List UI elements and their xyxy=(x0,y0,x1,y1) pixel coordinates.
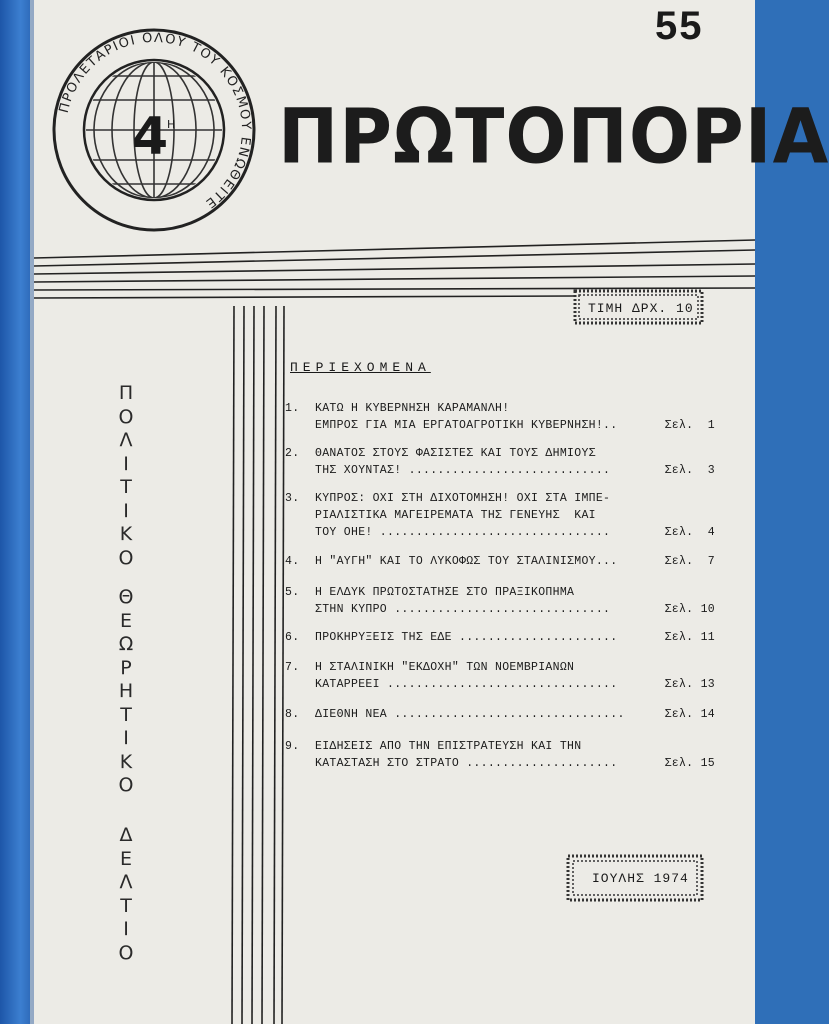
toc-entry-line: Η "ΑΥΓΗ" ΚΑΙ ΤΟ ΛΥΚΟΦΩΣ ΤΟΥ ΣΤΑΛΙΝΙΣΜΟΥ... xyxy=(315,555,618,568)
side-word-deltio xyxy=(106,824,146,965)
toc-entry-line: Η ΕΛΔΥΚ ΠΡΩΤΟΣΤΑΤΗΣΕ ΣΤΟ ΠΡΑΞΙΚΟΠΗΜΑ xyxy=(315,586,575,599)
toc-entry-number: 5. xyxy=(285,586,300,599)
toc-entry-number: 7. xyxy=(285,661,300,674)
toc-entry xyxy=(285,553,715,570)
side-letter: Κ xyxy=(119,750,133,773)
logo-ring-text: ΠΡΟΛΕΤΑΡΙΟΙ ΟΛΟΥ ΤΟΥ ΚΟΣΜΟΥ ΕΝΩΘΕΙΤΕ xyxy=(56,30,254,212)
toc-entry-line: ΘΑΝΑΤΟΣ ΣΤΟΥΣ ΦΑΣΙΣΤΕΣ ΚΑΙ ΤΟΥΣ ΔΗΜΙΟΥΣ xyxy=(315,447,596,460)
issue-number: 55 xyxy=(655,4,704,48)
toc-entry xyxy=(285,445,715,479)
toc-entry xyxy=(285,706,715,723)
toc-entry-number: 6. xyxy=(285,631,300,644)
toc-entry-line: ΣΤΗΝ ΚΥΠΡΟ .............................. xyxy=(315,603,611,616)
side-letter: Ε xyxy=(119,609,132,632)
toc-entry-number: 8. xyxy=(285,708,300,721)
side-letter: Ι xyxy=(123,499,129,522)
toc-entry-line: ΠΡΟΚΗΡΥΞΕΙΣ ΤΗΣ ΕΔΕ ...................... xyxy=(315,631,618,644)
toc-entry-line: ΔΙΕΘΝΗ ΝΕΑ ................................ xyxy=(315,708,625,721)
toc-entry-line: ΤΗΣ ΧΟΥΝΤΑΣ! ............................ xyxy=(315,464,611,477)
side-letter: Τ xyxy=(120,894,132,917)
toc-entry-page: Σελ. 11 xyxy=(664,631,715,644)
side-letter: Ρ xyxy=(120,656,132,679)
toc-entry-line: ΤΟΥ ΟΗΕ! ................................ xyxy=(315,526,611,539)
toc-entry-page: Σελ. 7 xyxy=(664,555,715,568)
price-label: ΤΙΜΗ ΔΡΧ. 10 xyxy=(588,301,694,316)
masthead-title: ΠΡΩΤΟΠΟΡΙΑ xyxy=(278,92,829,181)
side-letter: Η xyxy=(118,680,134,702)
toc-entry-page: Σελ. 3 xyxy=(664,464,715,477)
binder-spine xyxy=(0,0,34,1024)
toc-entry-page: Σελ. 10 xyxy=(664,603,715,616)
side-letter: Ο xyxy=(118,941,134,964)
toc-entry-number: 3. xyxy=(285,492,300,505)
toc-entry-page: Σελ. 1 xyxy=(664,419,715,432)
side-letter: Τ xyxy=(120,703,132,726)
side-word-theoritiko xyxy=(106,586,146,798)
toc-entry-line: ΕΜΠΡΟΣ ΓΙΑ ΜΙΑ ΕΡΓΑΤΟΑΓΡΟΤΙΚΗ ΚΥΒΕΡΝΗΣΗ!.. xyxy=(315,419,618,432)
side-word-politiko xyxy=(106,382,146,570)
side-letter: Ω xyxy=(118,633,134,655)
toc-entry-number: 1. xyxy=(285,402,300,415)
side-letter: Τ xyxy=(120,476,132,498)
toc-entry xyxy=(285,584,715,618)
toc-entry-line: ΚΥΠΡΟΣ: ΟΧΙ ΣΤΗ ΔΙΧΟΤΟΜΗΣΗ! ΟΧΙ ΣΤΑ ΙΜΠΕ- xyxy=(315,492,611,505)
side-letter: Ι xyxy=(123,452,129,475)
side-letter: Ε xyxy=(119,847,132,870)
toc-entry xyxy=(285,738,715,772)
toc-entry-page: Σελ. 14 xyxy=(664,708,715,721)
side-letter: Ι xyxy=(123,918,129,940)
vertical-rules xyxy=(224,306,294,1024)
toc-entry-line: ΡΙΑΛΙΣΤΙΚΑ ΜΑΓΕΙΡΕΜΑΤΑ ΤΗΣ ΓΕΝΕΥΗΣ ΚΑΙ xyxy=(315,509,596,522)
side-letter: Κ xyxy=(119,523,133,545)
toc-entry xyxy=(285,659,715,693)
toc-entry xyxy=(285,629,715,646)
toc-entry xyxy=(285,490,715,541)
side-letter: Λ xyxy=(119,429,133,451)
toc-entry-line: ΚΑΤΩ Η ΚΥΒΕΡΝΗΣΗ ΚΑΡΑΜΑΝΛΗ! xyxy=(315,402,510,415)
toc-entry-page: Σελ. 15 xyxy=(664,757,715,770)
toc-entry xyxy=(285,400,715,434)
issue-date: ΙΟΥΛΗΣ 1974 xyxy=(592,871,689,886)
side-letter: Π xyxy=(118,382,134,404)
toc-entry-number: 4. xyxy=(285,555,300,568)
side-letter: Λ xyxy=(119,871,133,893)
toc-entry-number: 2. xyxy=(285,447,300,460)
toc-entry-page: Σελ. 13 xyxy=(664,678,715,691)
side-letter: Θ xyxy=(118,586,134,608)
globe-logo xyxy=(52,28,256,232)
logo-number: 4 xyxy=(132,107,169,167)
toc-entry-number: 9. xyxy=(285,740,300,753)
side-letter: Ι xyxy=(123,727,129,749)
toc-entry-line: ΕΙΔΗΣΕΙΣ ΑΠΟ ΤΗΝ ΕΠΙΣΤΡΑΤΕΥΣΗ ΚΑΙ ΤΗΝ xyxy=(315,740,582,753)
logo-suffix: Η xyxy=(167,118,176,131)
toc-entry-line: ΚΑΤΑΡΡΕΕΙ ................................ xyxy=(315,678,618,691)
side-letter: Ο xyxy=(118,405,134,428)
toc-entry-line: Η ΣΤΑΛΙΝΙΚΗ "ΕΚΔΟΧΗ" ΤΩΝ ΝΟΕΜΒΡΙΑΝΩΝ xyxy=(315,661,575,674)
side-letter: Ο xyxy=(118,546,134,569)
toc-entry-line: ΚΑΤΑΣΤΑΣΗ ΣΤΟ ΣΤΡΑΤΟ ..................... xyxy=(315,757,618,770)
toc-heading: ΠΕΡΙΕΧΟΜΕΝΑ xyxy=(290,360,431,375)
toc-entry-page: Σελ. 4 xyxy=(664,526,715,539)
side-letter: Ο xyxy=(118,774,134,796)
side-letter: Δ xyxy=(119,824,133,846)
